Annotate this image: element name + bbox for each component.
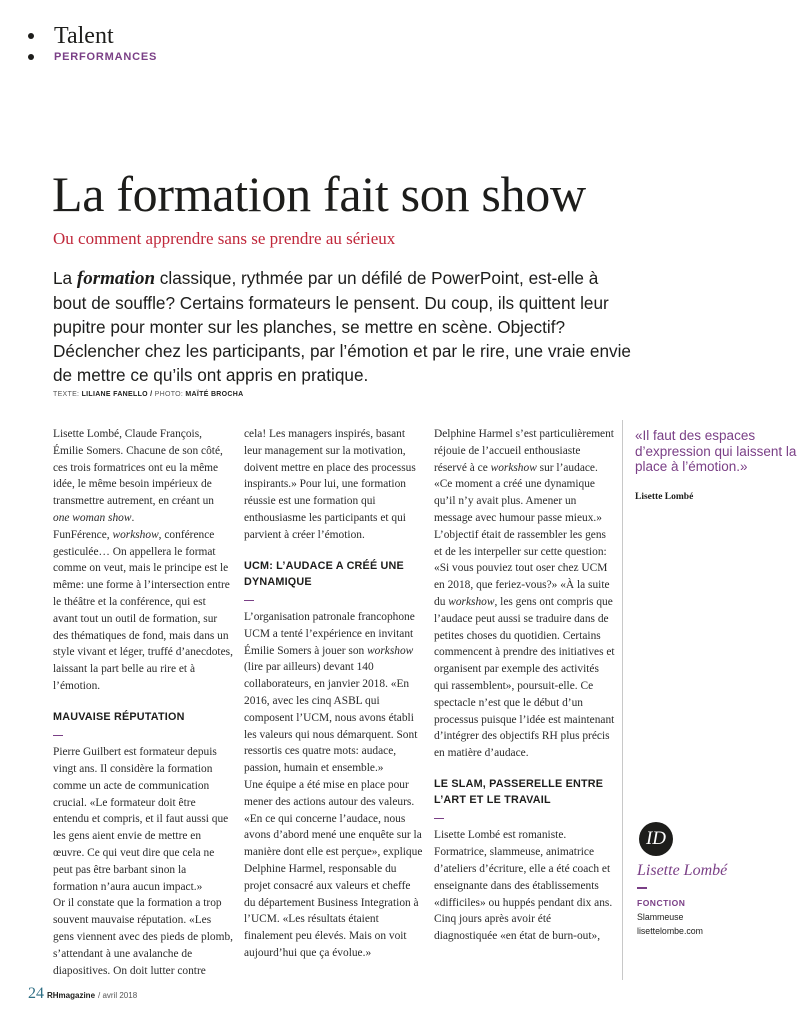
paragraph-text: . [131, 511, 135, 524]
article-headline: La formation fait son show [52, 166, 586, 222]
italic-term: one woman show [53, 511, 132, 524]
section-title: Talent [54, 23, 114, 49]
paragraph-text: , les gens ont compris que l’audace peut aussi se traduire dans de petites choses du quotidien. Certains commencent à prendre des initiatives et organisent par exemple des activités qui rassemblent», poursuit-elle. Ce spectacle n’est que le début d’un processus puisque l’idée est maintenant d’intégrer des objectifs RH plus précis en matière d’audace. [434, 595, 615, 760]
paragraph [53, 426, 233, 527]
paragraph: Or il constate que la formation a trop souvent mauvaise réputation. «Les gens viennent avec des pieds de plomb, s’attendant à une avalanche de diapositives. On doit lutter contre [53, 897, 233, 977]
article-credits [53, 391, 243, 398]
section-heading: MAUVAISE RÉPUTATION [53, 710, 185, 723]
section-rubric [28, 22, 157, 64]
section-heading: UCM: L’AUDACE A CRÉÉ UNE DYNAMIQUE [244, 559, 404, 588]
section-subtitle: PERFORMANCES [54, 51, 158, 63]
lead-text: classique, rythmée par un défilé de PowerPoint, est-elle à bout de souffle? Certains formateurs le pensent. Du coup, ils quittent leur pupitre pour monter sur les planches, se mettre en scène. Objectif? Déclencher chez les participants, par l’émotion et par le rire, une vraie envie de mettre ce qu’ils ont appris en pratique. [53, 268, 631, 385]
paragraph: Pierre Guilbert est formateur depuis vingt ans. Il considère la formation comme un acte de communication crucial. «Le formateur doit être entendu et compris, et il faut aussi que les gens aient envie de mettre en œuvre. Ce qui veut dire que cela ne peut pas être barbant sinon la formation n’aura aucun impact.» [53, 746, 229, 893]
paragraph: cela! Les managers inspirés, basant leur management sur la motivation, doivent mettre en place des processus inspirants.» Pour lui, une formation réussie est une formation qui enthousiasme les participants et qui parvient à créer l’émotion. [244, 428, 416, 541]
id-card-function-label: FONCTION [637, 898, 686, 908]
article-sidebar [622, 420, 812, 980]
italic-term: workshow [367, 644, 414, 657]
pull-quote-author: Lisette Lombé [635, 492, 694, 502]
section-heading: LE SLAM, PASSERELLE ENTRE L’ART ET LE TRAVAIL [434, 777, 604, 806]
accent-divider [434, 818, 444, 820]
paragraph-text: Delphine Harmel s’est particulièrement réjouie de l’accueil enthousiaste réservé à ce [434, 428, 614, 474]
paragraph-text: Lisette Lombé, Claude François, Émilie Somers. Chacune de son côté, ces trois formatrices ont eu la même idée, le même besoin impérieux de transmettre autrement, en créant un [53, 428, 223, 508]
paragraph: Une équipe a été mise en place pour mener des actions autour des valeurs. «En ce qui concerne l’audace, nous avons d’abord mené une enquête sur la manière dont elle est perçue», explique Delphine Harmel, responsable du projet consacré aux valeurs et cheffe du département Business Integration à l’UCM. «Les résultats étaient finalement peu élevés. Mais on voit aujourd’hui que ça évolue.» [244, 779, 423, 960]
paragraph [434, 426, 616, 762]
photo-credit-author: MAÏTÉ BROCHA [185, 391, 244, 398]
page-footer [28, 985, 137, 1003]
pull-quote: «Il faut des espaces d’expression qui laissent la place à l’émotion.» [635, 428, 797, 474]
lead-emphasis: formation [76, 268, 156, 289]
id-badge-icon: ID [639, 822, 673, 856]
paragraph-text: sur l’audace. «Ce moment a créé une dynamique qu’il n’y avait plus. Amener un message avec humour passe mieux.» L’objectif était de rassembler les gens et de les interpeller sur cette question: «Si vous pouviez tout oser chez UCM en 2018, que feriez-vous?» «À la suite du [434, 461, 610, 608]
article-column-1 [53, 426, 233, 979]
paragraph-text: , conférence gesticulée… On appellera le format comme on veut, mais le principe est le même: une forme à l’intersection entre le théâtre et la conférence, qui est avant tout un outil de formation, sur des thématiques de fond, mais dans un style vivant et léger, truffé d’anecdotes, laissant la part belle au rire et à l’émotion. [53, 528, 233, 692]
credit-separator: / [147, 391, 155, 398]
paragraph-text: (lire par ailleurs) devant 140 collaborateurs, en janvier 2018. «En 2016, avec les cinq ASBL qui composent l’UCM, nous avons établi les valeurs qui nous démarquent. Sont ressortis ces quatre mots: audace, passion, humain et ensemble.» [244, 661, 418, 775]
paragraph [53, 527, 233, 695]
lead-prefix: La [53, 268, 77, 288]
accent-divider [637, 887, 647, 889]
issue-date: / avril 2018 [98, 991, 138, 1000]
id-card-name: Lisette Lombé [637, 862, 728, 879]
bullet-icon [28, 54, 34, 60]
article-lead [53, 266, 633, 387]
bullet-icon [28, 33, 34, 39]
magazine-name: RHmagazine [47, 991, 96, 1000]
italic-term: workshow [448, 595, 495, 608]
text-credit-label: TEXTE: [53, 391, 82, 398]
paragraph [244, 609, 424, 777]
italic-term: workshow [112, 528, 159, 541]
page-number: 24 [28, 985, 44, 1002]
paragraph-text: L’organisation patronale francophone UCM a tenté l’expérience en invitant Émilie Somers à jouer son [244, 611, 415, 657]
id-card-website-link[interactable]: lisettelombe.com [637, 926, 704, 936]
article-subheadline: Ou comment apprendre sans se prendre au sérieux [53, 229, 396, 248]
accent-divider [53, 735, 63, 737]
accent-divider [244, 600, 254, 602]
photo-credit-label: PHOTO: [154, 391, 186, 398]
text-credit-author: LILIANE FANELLO [81, 391, 148, 398]
article-column-3 [434, 426, 616, 945]
article-column-2 [244, 426, 424, 962]
paragraph: Lisette Lombé est romaniste. Formatrice, slammeuse, animatrice d’ateliers d’écriture, elle a été coach et enseignante dans des établissements «difficiles» ou huppés pendant dix ans. Cinq jours après avoir été diagnostiquée «en état de burn-out», [434, 829, 613, 943]
paragraph-text: FunFérence, [53, 528, 113, 541]
id-card-function-value: Slammeuse [637, 912, 684, 922]
italic-term: workshow [490, 461, 537, 474]
